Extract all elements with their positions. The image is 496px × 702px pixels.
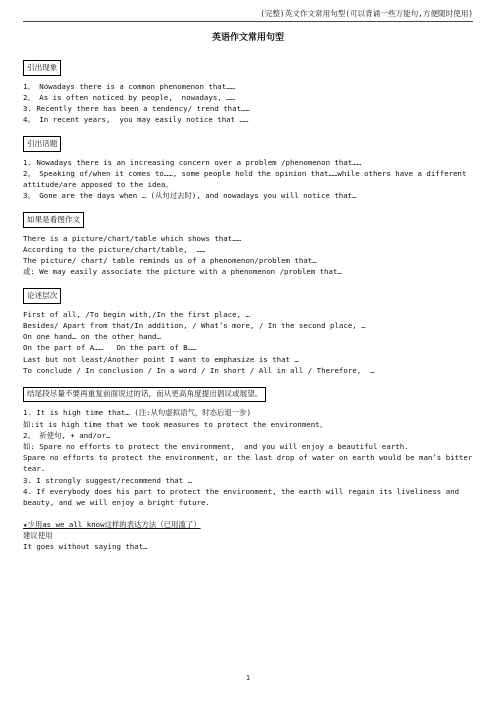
text-line: It goes without saying that… <box>23 542 148 552</box>
section-final-tip <box>23 519 473 553</box>
text-line: According to the picture/chart/table, …… <box>23 244 206 254</box>
text-line: 2。 As is often noticed by people, nowadays, …… <box>23 92 236 102</box>
text-line: Besides/ Apart from that/In addition, / What’s more, / In the second place, … <box>23 321 366 331</box>
text-line: 1. Nowadays there is an increasing concern over a problem /phenomenon that…… <box>23 157 362 167</box>
section-label: 如果是看图作文 <box>23 212 84 228</box>
text-line: 3. I strongly suggest/recommend that … <box>23 475 193 485</box>
text-line: Spare no efforts to protect the environment, or the last drop of water on earth would be man’s bitter tear. <box>23 453 477 474</box>
text-line: To conclude / In conclusion / In a word / In short / All in all / Therefore, … <box>23 365 375 375</box>
tip-heading: ★少用as we all know这样的表达方法（已用滥了） <box>23 519 201 529</box>
text-line: The picture/ chart/ table reminds us of a phenomenon/problem that… <box>23 256 317 266</box>
text-line: First of all, /To begin with,/In the first place, … <box>23 309 250 319</box>
section-label: 结尾段尽量不要再重复前面说过的话，而从更高角度提出倡议或展望。 <box>23 387 266 403</box>
section-label: 引出现象 <box>23 60 61 76</box>
section-conclusion <box>23 387 477 508</box>
text-line: 3。 Gone are the days when … (从句过去时), and nowadays you will notice that… <box>23 191 357 201</box>
section-argument-levels <box>23 288 473 376</box>
text-line: 2。 祈使句, + and/or… <box>23 430 111 440</box>
document-body <box>23 60 477 563</box>
text-line: 建议使用 <box>23 531 53 541</box>
text-line: On one hand… on the other hand… <box>23 332 161 342</box>
header-note: (完整)英文作文常用句型(可以背诵一些万能句,方便随时使用) <box>260 9 473 18</box>
section-introduce-topic <box>23 136 473 201</box>
text-line: 1。 Nowadays there is a common phenomenon that…… <box>23 81 236 91</box>
text-line: 4。 In recent years, you may easily notice that …… <box>23 115 249 125</box>
text-line: 如:it is high time that we took measures to protect the environment。 <box>23 419 328 429</box>
page-number: 1 <box>245 674 251 682</box>
section-label: 论述层次 <box>23 288 61 304</box>
text-line: 如: Spare no efforts to protect the environment, and you will enjoy a beautiful earth. <box>23 441 409 451</box>
text-line: 或: We may easily associate the picture with a phenomenon /problem that… <box>23 267 342 277</box>
document-title: 英语作文常用句型 <box>211 33 284 43</box>
section-introduce-phenomenon <box>23 60 473 125</box>
text-line: 3. Recently there has been a tendency/ trend that…… <box>23 103 250 113</box>
text-line: 2。 Speaking of/when it comes to……, some people hold the opinion that……while others have a different attitude/are apposed to the idea。 <box>23 168 471 190</box>
text-line: There is a picture/chart/table which shows that…… <box>23 233 242 243</box>
text-line: Last but not least/Another point I want to emphasize is that … <box>23 354 299 364</box>
text-line: 4. If everybody does his part to protect the environment, the earth will regain its liveliness and beauty, and we will enjoy a bright future. <box>23 486 464 507</box>
section-label: 引出话题 <box>23 136 61 152</box>
text-line: 1. It is high time that… (注:从句虚拟语气，时态后退一步) <box>23 408 252 418</box>
section-picture-essay <box>23 212 473 277</box>
text-line: On the part of A…… On the part of B…… <box>23 343 197 353</box>
header-rule <box>23 21 473 22</box>
